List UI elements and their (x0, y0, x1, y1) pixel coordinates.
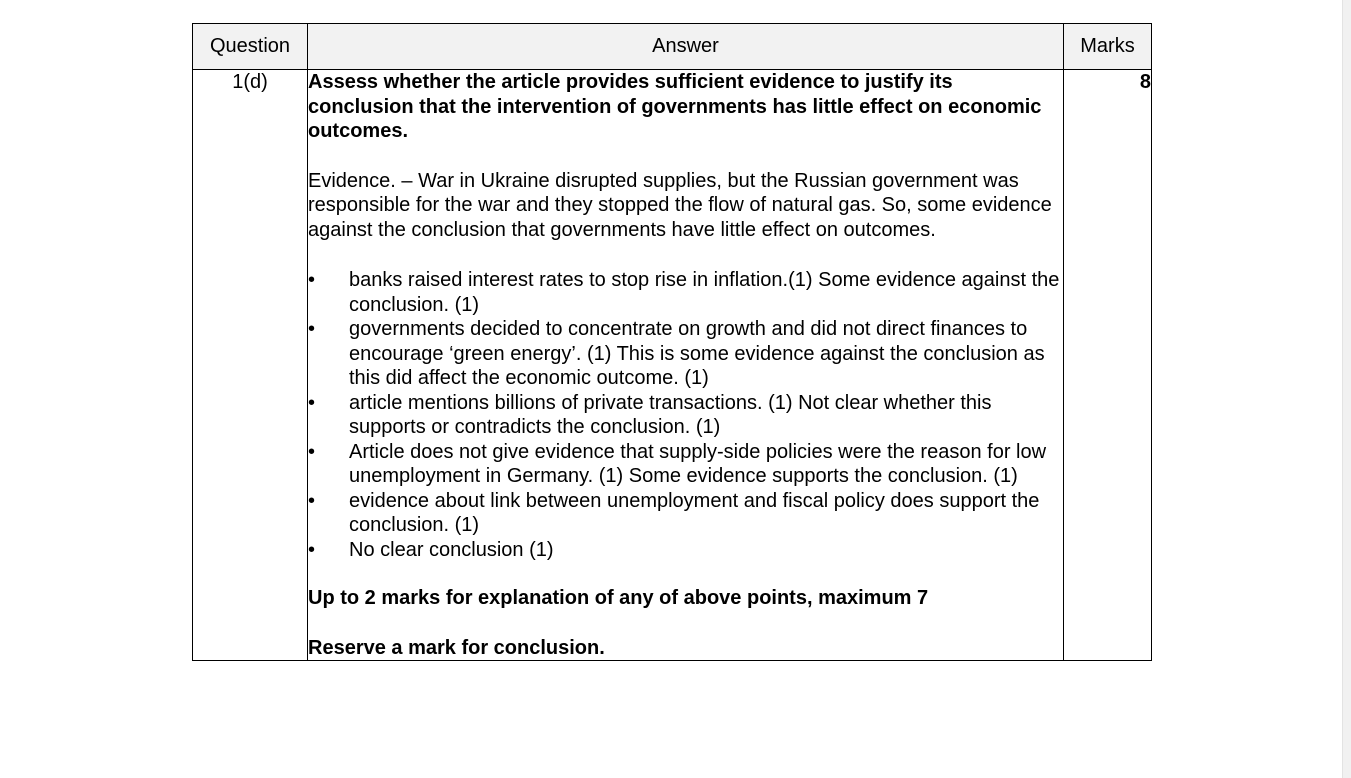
bullet-icon: • (308, 489, 316, 512)
list-item (308, 489, 1063, 538)
page-scroll-gutter[interactable] (1342, 0, 1351, 778)
list-item-text: article mentions billions of private transactions. (1) Not clear whether this supports or contradicts the conclusion. (1) (349, 391, 992, 438)
reserve-mark-note: Reserve a mark for conclusion. (308, 636, 605, 659)
list-item (308, 317, 1063, 391)
question-column-header: Question (193, 24, 308, 70)
list-item (308, 391, 1063, 440)
list-item-text: banks raised interest rates to stop rise in inflation.(1) Some evidence against the conclusion. (1) (349, 269, 1060, 316)
answer-column-header: Answer (308, 24, 1064, 70)
marks-column-header: Marks (1064, 24, 1152, 70)
list-item (308, 440, 1063, 489)
table-row (193, 70, 1152, 661)
bullet-icon: • (308, 318, 316, 340)
list-item (308, 268, 1063, 317)
marks-value: 8 (1064, 70, 1152, 661)
list-item-text: No clear conclusion (1) (349, 538, 554, 561)
question-number: 1(d) (193, 70, 308, 661)
evidence-paragraph: Evidence. – War in Ukraine disrupted supplies, but the Russian government was responsible for the war and they stopped the flow of natural gas. So, some evidence against the conclusion that governments have little effect on outcomes. (308, 169, 1052, 241)
mark-points-list (308, 268, 1063, 562)
max-marks-note: Up to 2 marks for explanation of any of above points, maximum 7 (308, 587, 929, 609)
bullet-icon: • (308, 538, 316, 561)
mark-scheme-table (192, 23, 1152, 661)
bullet-icon: • (308, 440, 316, 463)
list-item (308, 538, 1063, 563)
list-item-text: governments decided to concentrate on growth and did not direct finances to encourage ‘green energy’. (1) This is some evidence against the conclusion as this did affect the economic outcome. (1) (349, 318, 1045, 389)
list-item-text: Article does not give evidence that supply-side policies were the reason for low unemployment in Germany. (1) Some evidence supports the conclusion. (1) (349, 440, 1047, 487)
question-heading: Assess whether the article provides sufficient evidence to justify its conclusion that the intervention of governments has little effect on economic outcomes. (308, 71, 1042, 142)
bullet-icon: • (308, 269, 316, 291)
list-item-text: evidence about link between unemployment and fiscal policy does support the conclusion. (1) (349, 489, 1040, 536)
bullet-icon: • (308, 391, 316, 414)
answer-cell (308, 70, 1064, 661)
header-row (193, 24, 1152, 70)
